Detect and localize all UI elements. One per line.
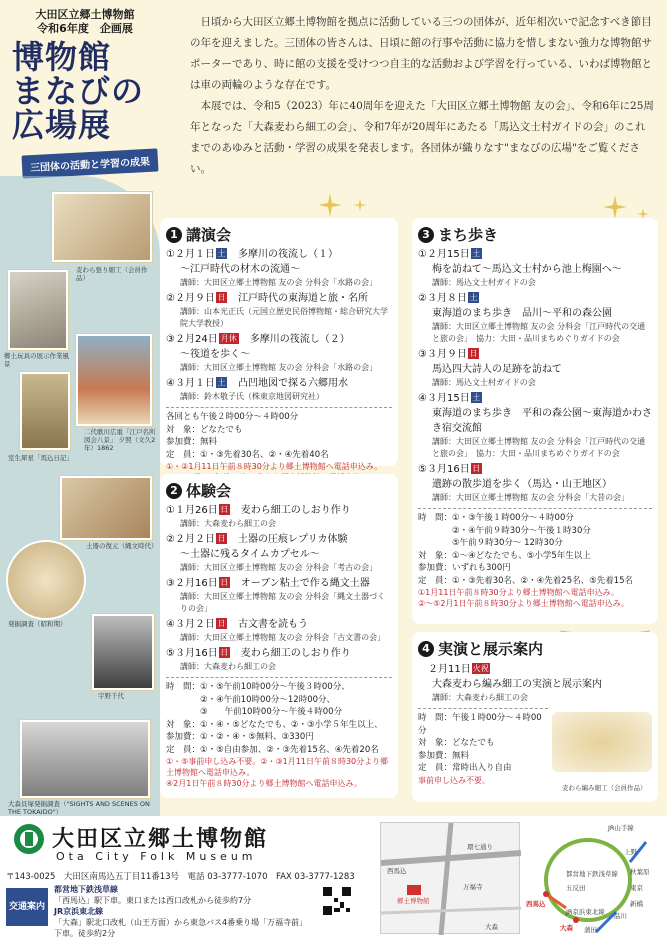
list-item: ③３月９日 日 馬込四大詩人の足跡を訪ねて 講師：馬込文士村ガイドの会 bbox=[418, 349, 562, 387]
caption: 大森貝塚発掘調査（"SIGHTS AND SCENES ON THE TOKAIDO"） bbox=[8, 800, 150, 816]
exhibit-work-photo bbox=[8, 270, 68, 350]
list-item: ②２月２日 日 土器の圧痕レプリカ体験 ～土器に残るタイムカプセル～ 講師：大田区立郷土博物館 友の会 分科会「考古の会」 bbox=[166, 534, 378, 572]
list-item: ④３月１日 土 凸凹地図で探る六郷用水 講師：鈴木敬子氏（株東京地図研究社） bbox=[166, 378, 348, 401]
exhibit-title bbox=[12, 40, 144, 142]
caption: 郷土玩具の展示作業風景 bbox=[4, 352, 69, 368]
list-item: ③２月16日 日 オーブン粘土で作る縄文土器 講師：大田区立郷土博物館 友の会 分科会「縄文土器づくりの会」 bbox=[166, 578, 386, 613]
section-number: 2 bbox=[166, 483, 182, 499]
section-number: 1 bbox=[166, 227, 182, 243]
museum-logo: 大田区立郷土博物館 bbox=[52, 827, 269, 852]
section-workshops bbox=[160, 474, 398, 798]
access-info: 都営地下鉄浅草線 「西馬込」駅下車。東口または西口改札から徒歩約7分 JR京浜東北線 「大森」駅北口改札（山王方面）から東急バス4番乗り場「万福寺前」下車。徒歩約2分 bbox=[54, 885, 308, 938]
caption: 二代歌川広重「江戸名所図会八景」 夕照（文久2年）1862 bbox=[84, 428, 156, 452]
caption: 室生犀星「馬込日記」 bbox=[8, 454, 73, 462]
area-map: 環七通り 西馬込 郷土博物館 万福寺 大森 bbox=[380, 822, 520, 934]
section-title: 4 実演と展示案内 bbox=[418, 638, 652, 659]
portrait-photo bbox=[92, 614, 154, 690]
event-info: 時 間：午後１時00分～４時00分 対 象：どなたでも 参加費：無料 定 員：常時出入り自由 事前申し込み不要。 bbox=[418, 708, 548, 786]
address: 〒143-0025 大田区南馬込五丁目11番13号 電話 03-3777-1070 FAX 03-3777-1283 bbox=[6, 872, 355, 882]
ukiyoe-photo bbox=[76, 334, 152, 426]
caption: 土器の復元（縄文時代） bbox=[86, 542, 158, 550]
museum-logo-en: Ota City Folk Museum bbox=[56, 850, 257, 863]
event-info: 各回とも午後２時00分～４時00分 対 象：どなたでも 参加費：無料 定 員：①・③先着30名、②・④先着40名 ①・②1月11日午前８時30分より郷土博物館へ電話申込み。 bbox=[166, 407, 392, 483]
pottery-photo bbox=[60, 476, 152, 540]
intro-text bbox=[190, 12, 655, 180]
section-lectures bbox=[160, 218, 398, 471]
caption: 麦わら編み細工（会員作品） bbox=[562, 784, 647, 792]
title-line-1: 博物館 bbox=[12, 38, 112, 76]
section-demonstration bbox=[412, 632, 658, 802]
intro-paragraph-2: 本展では、令和5（2023）年に40周年を迎えた「大田区立郷土博物館 友の会」、令和6年に25周年となった「大森麦わら細工の会」、令和7年が20周年にあたる「馬込文士村ガイドの会」のこれまでのあゆみと活動・学習の成果を発表します。各団体が織りなす"まなびの広場"をご覧ください。 bbox=[190, 100, 654, 175]
list-item: ②３月８日 土 東海道のまち歩き 品川～平和の森公園 講師：大田区立郷土博物館 友の会 分科会「江戸時代の交通と旅の会」 協力：大田・品川まちめぐりガイドの会 bbox=[418, 293, 646, 343]
event-date: ２月11日 火祝 bbox=[428, 664, 489, 675]
shell-mound-photo bbox=[20, 720, 150, 798]
event-lecturer: 講師：大森麦わら細工の会 bbox=[432, 693, 528, 702]
notice: 事前申し込み不要。 bbox=[418, 775, 490, 785]
qr-code-icon bbox=[322, 886, 352, 916]
book-photo bbox=[20, 372, 70, 450]
notice: ①・⑤事前申し込み不要。②・③1月11日午前８時30分より郷土博物館へ電話申込み。 bbox=[166, 757, 389, 777]
city-emblem-icon bbox=[12, 822, 46, 856]
section-town-walks bbox=[412, 218, 658, 624]
museum-name: 大田区立郷土博物館 bbox=[35, 8, 135, 21]
exhibit-label: 令和6年度 企画展 bbox=[37, 22, 133, 35]
event-info: 時 間：①・③午後１時00分～４時00分 ②・④午前９時30分～午後１時30分 ⑤午前９時30分～ 12時30分 対 象：①～④どなたでも、⑤小学5年生以上 参加費：いずれも300円 定 員：①・③先着30名、②・④先着25名、⑤先着15名 ①1月11日午前８時30分より郷土博物館へ電話申込み。 ②～⑤2月1日午前８時30分より郷土博物館へ電話申込み。 bbox=[418, 508, 652, 609]
rail-map: 上野 秋葉原 東京 新橋 品川 五反田 西馬込 大森 蒲田 JR京浜東北線 都営地下鉄浅草線 JR山手線 bbox=[526, 824, 650, 934]
access-label: 交通案内 bbox=[6, 888, 48, 926]
old-map-photo bbox=[6, 540, 86, 620]
notice: ②～⑤2月1日午前８時30分より郷土博物館へ電話申込み。 bbox=[418, 599, 630, 608]
section-number: 4 bbox=[418, 641, 434, 657]
section-number: 3 bbox=[418, 227, 434, 243]
notice: ①1月11日午前８時30分より郷土博物館へ電話申込み。 bbox=[418, 588, 620, 597]
event-info: 時 間：①・⑤午前10時00分～午後３時00分、 ②・④午前10時00分～12時00分、 ③ 午前10時00分～午後４時00分 対 象：①・④・⑤どなたでも、②・③小学５年生以上、 参加費：①・②・④・⑤無料、③330円 定 員：①・⑤自由参加、②・③先着15名、④先着20名 ①・⑤事前申し込み不要。②・③1月11日午前８時30分より郷土博物館へ電話申込み。 ④2月1日午前８時30分より郷土博物館へ電話申込み。 bbox=[166, 677, 392, 789]
straw-weaving-photo bbox=[552, 712, 652, 772]
list-item: ④３月15日 土 東海道のまち歩き 平和の森公園～東海道かわさき宿交流館 講師：大田区立郷土博物館 友の会 分科会「江戸時代の交通と旅の会」 協力：大田・品川まちめぐりガイドの会 bbox=[418, 393, 652, 458]
header-block bbox=[10, 8, 160, 36]
intro-paragraph-1: 日頃から大田区立郷土博物館を拠点に活動している三つの団体が、近年相次いで記念すべき節目の年を迎えました。三団体の皆さんは、日頃に館の行事や活動に協力を惜しまない強力な博物館サポーターであり、時に館の支援を受けつつ自主的な活動および学習を行っている、いわば博物館とは車の両輪のような存在です。 bbox=[190, 16, 652, 91]
caption: 発掘調査（昭和期） bbox=[8, 620, 67, 628]
title-line-3: 広場展 bbox=[12, 106, 112, 144]
notice: ④2月1日午前８時30分より郷土博物館へ電話申込み。 bbox=[166, 779, 363, 788]
straw-craft-photo bbox=[52, 192, 152, 262]
caption: 宇野千代 bbox=[98, 692, 124, 700]
notice: ①・②1月11日午前８時30分より郷土博物館へ電話申込み。 bbox=[166, 462, 383, 471]
list-item: ①２月15日 土 梅を訪ねて～馬込文士村から池上梅園へ～ 講師：馬込文士村ガイドの会 bbox=[418, 249, 622, 287]
list-item: ⑤３月16日 日 遺跡の散歩道を歩く（馬込・山王地区） 講師：大田区立郷土博物館 友の会 分科会「大昔の会」 bbox=[418, 464, 630, 502]
event-topic: 大森麦わら編み細工の実演と展示案内 bbox=[432, 679, 602, 690]
caption: 麦わら張り細工（会員作品） bbox=[76, 266, 148, 282]
list-item: ⑤３月16日 日 麦わら細工のしおり作り 講師：大森麦わら細工の会 bbox=[166, 648, 351, 671]
list-item: ①２月１日 土 多摩川の筏流し（１） ～江戸時代の材木の流通～ 講師：大田区立郷土博物館 友の会 分科会「水路の会」 bbox=[166, 249, 378, 287]
section-title: 1 講演会 bbox=[166, 224, 392, 245]
section-title: 3 まち歩き bbox=[418, 224, 652, 245]
section-title: 2 体験会 bbox=[166, 480, 392, 501]
list-item: ②２月９日 日 江戸時代の東海道と旅・名所 講師：山本光正氏（元国立歴史民俗博物館・総合研究大学院大学教授） bbox=[166, 293, 388, 328]
list-item: ③２月24日 月休 多摩川の筏流し（２） ～筏道を歩く～ 講師：大田区立郷土博物館 友の会 分科会「水路の会」 bbox=[166, 334, 378, 372]
list-item: ④３月２日 日 古文書を読もう 講師：大田区立郷土博物館 友の会 分科会「古文書の会」 bbox=[166, 619, 386, 642]
subtitle-banner: 三団体の活動と学習の成果 bbox=[21, 148, 158, 178]
title-line-2: まなびの bbox=[12, 72, 145, 110]
list-item: ①１月26日 日 麦わら細工のしおり作り 講師：大森麦わら細工の会 bbox=[166, 505, 351, 528]
